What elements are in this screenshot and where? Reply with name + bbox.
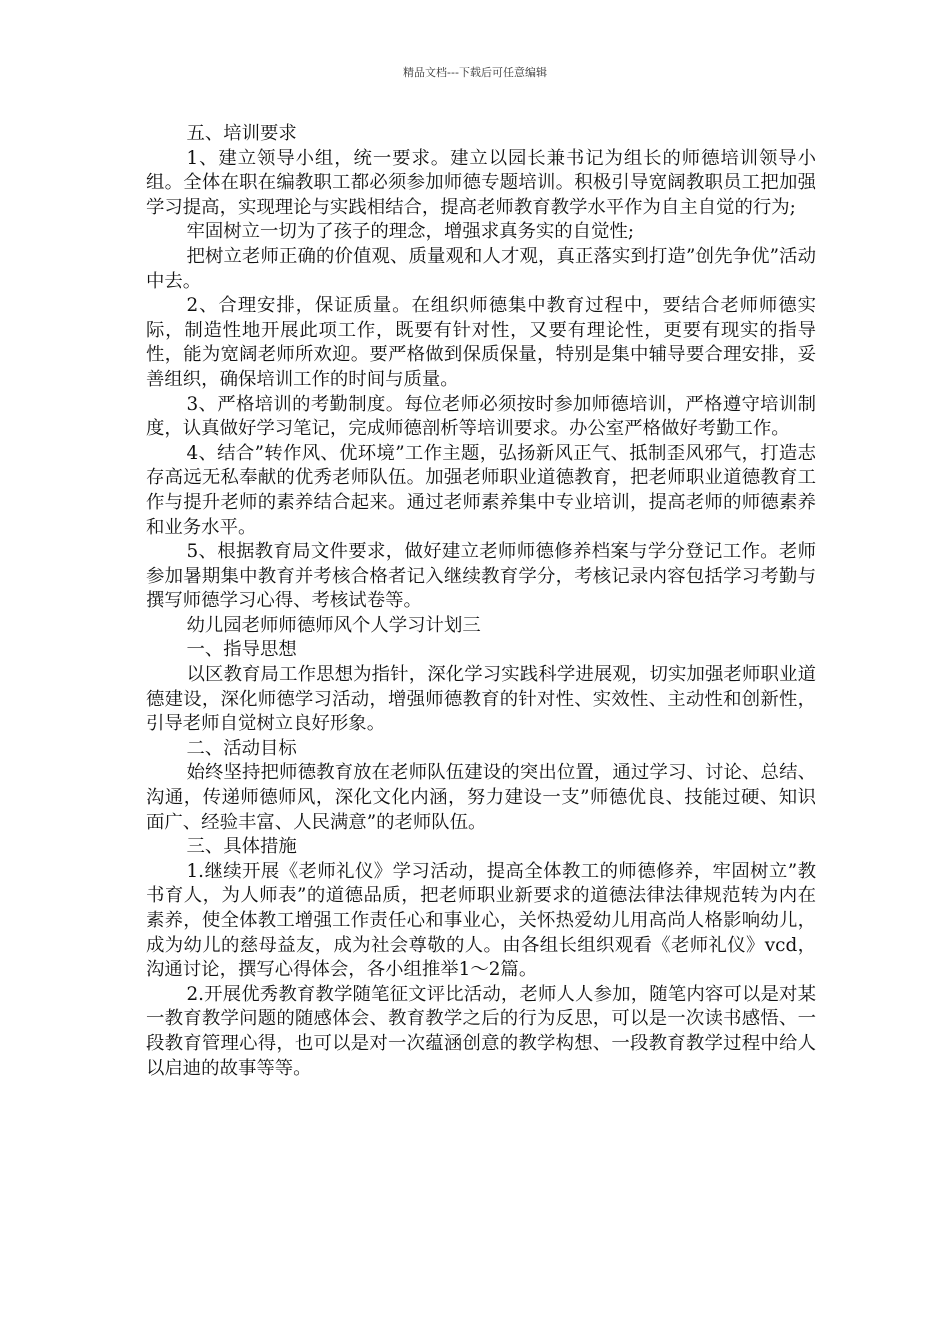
- document-body: [146, 122, 816, 1081]
- paragraph-leadership-group: 1、建立领导小组，统一要求。建立以园长兼书记为组长的师德培训领导小组。全体在职在编教职工都必须参加师德专题培训。积极引导宽阔教职员工把加强学习提高，实现理论与实践相结合，提高老师教育教学水平作为自主自觉的行为;: [146, 147, 816, 218]
- paragraph-work-style: 4、结合”转作风、优环境”工作主题，弘扬新风正气、抵制歪风邪气，打造志存高远无私奉献的优秀老师队伍。加强老师职业道德教育，把老师职业道德教育工作与提升老师的素养结合起来。通过老师素养集中专业培训，提高老师的师德素养和业务水平。: [146, 442, 816, 538]
- paragraph-archives-credits: 5、根据教育局文件要求，做好建立老师师德修养档案与学分登记工作。老师参加暑期集中教育并考核合格者记入继续教育学分，考核记录内容包括学习考勤与撰写师德学习心得、考核试卷等。: [146, 541, 816, 612]
- paragraph-measure-1: 1.继续开展《老师礼仪》学习活动，提高全体教工的师德修养，牢固树立”教书育人，为人师表”的道德品质，把老师职业新要求的道德法律法律规范转为内在素养，使全体教工增强工作责任心和事业心，关怀热爱幼儿用高尚人格影响幼儿，成为幼儿的慈母益友，成为社会尊敬的人。由各组长组织观看《老师礼仪》vcd，沟通讨论，撰写心得体会，各小组推举1～2篇。: [146, 860, 816, 981]
- paragraph-activity-goals: 始终坚持把师德教育放在老师队伍建设的突出位置，通过学习、讨论、总结、沟通，传递师德师风，深化文化内涵，努力建设一支”师德优良、技能过硬、知识面广、经验丰富、人民满意”的老师队伍。: [146, 762, 816, 833]
- paragraph-children-first: 牢固树立一切为了孩子的理念，增强求真务实的自觉性;: [186, 221, 635, 243]
- paragraph-measure-2: 2.开展优秀教育教学随笔征文评比活动，老师人人参加，随笔内容可以是对某一教育教学问题的随感体会、教育教学之后的行为反思，可以是一次读书感悟、一段教育管理心得，也可以是对一次蕴涵创意的教学构想、一段教育教学过程中给人以启迪的故事等等。: [146, 983, 816, 1079]
- paragraph-guiding-thought: 以区教育局工作思想为指针，深化学习实践科学进展观，切实加强老师职业道德建设，深化师德学习活动，增强师德教育的针对性、实效性、主动性和创新性，引导老师自觉树立良好形象。: [146, 664, 816, 735]
- section-heading-guiding-thought: 一、指导思想: [186, 639, 297, 661]
- paragraph-reasonable-arrangement: 2、合理安排，保证质量。在组织师德集中教育过程中，要结合老师师德实际，制造性地开展此项工作，既要有针对性，又要有理论性，更要有现实的指导性，能为宽阔老师所欢迎。要严格做到保质保量，特别是集中辅导要合理安排，妥善组织，确保培训工作的时间与质量。: [146, 295, 816, 390]
- section-heading-training-requirements: 五、培训要求: [186, 123, 297, 144]
- page-header: 精品文档---下载后可任意编辑: [403, 66, 547, 79]
- section-heading-activity-goals: 二、活动目标: [186, 737, 297, 759]
- document-subtitle: 幼儿园老师师德师风个人学习计划三: [186, 614, 481, 636]
- section-heading-measures: 三、具体措施: [186, 836, 297, 858]
- paragraph-values: 把树立老师正确的价值观、质量观和人才观，真正落实到打造”创先争优”活动中去。: [146, 245, 816, 292]
- paragraph-attendance: 3、严格培训的考勤制度。每位老师必须按时参加师德培训，严格遵守培训制度，认真做好学习笔记，完成师德剖析等培训要求。办公室严格做好考勤工作。: [146, 393, 816, 440]
